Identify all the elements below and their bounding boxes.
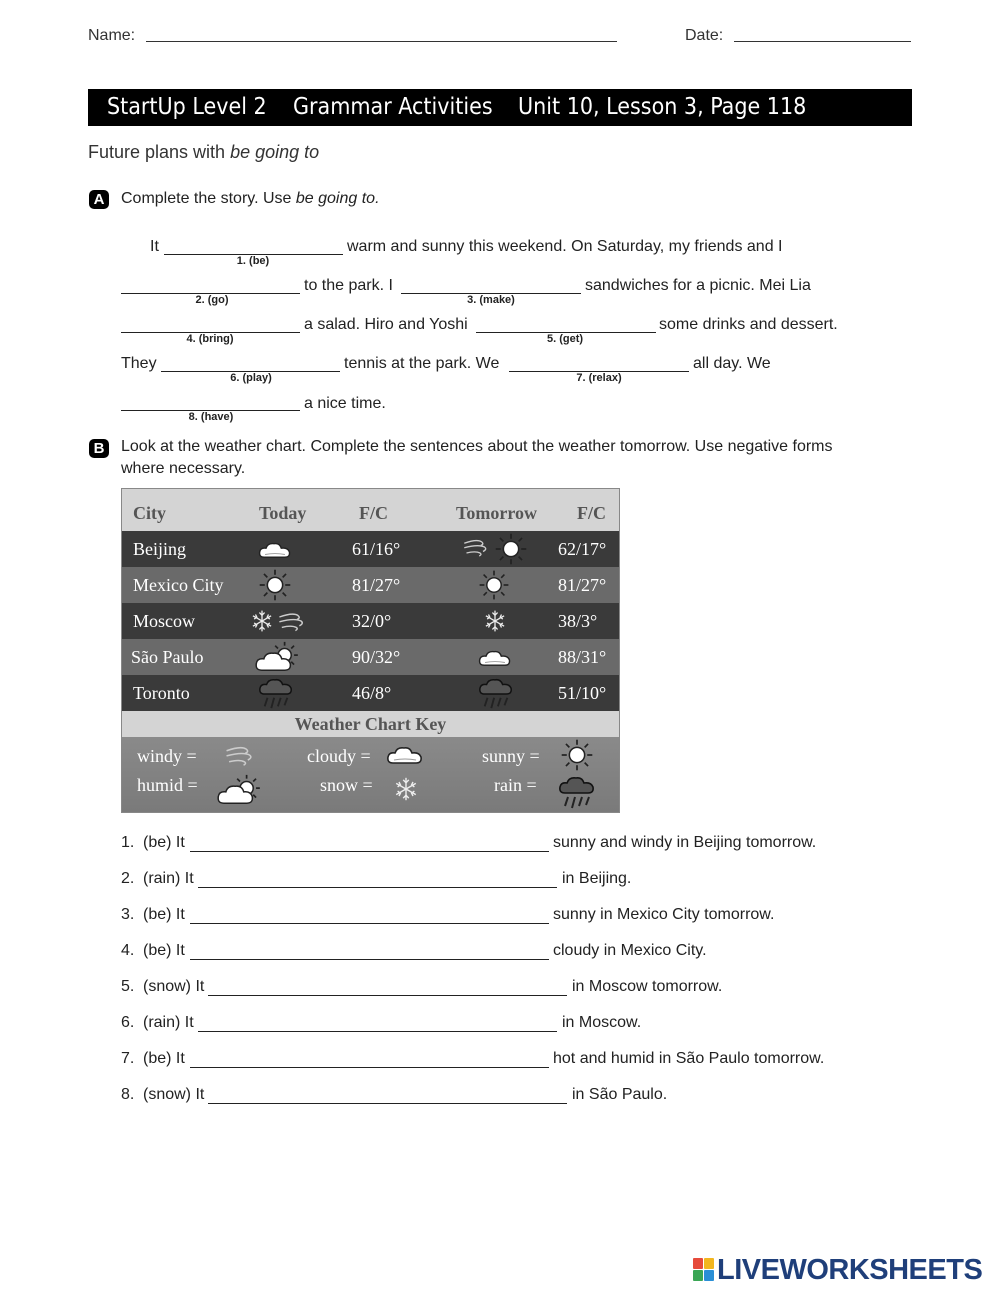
key-cloudy-label: cloudy = xyxy=(307,746,371,766)
section-a-instruction xyxy=(121,188,380,210)
story-text: tennis at the park. We xyxy=(344,355,500,372)
subtitle-text: Future plans with xyxy=(88,142,231,162)
title-banner xyxy=(88,89,912,126)
question-number: 7. xyxy=(121,1050,135,1067)
sun-icon xyxy=(478,569,510,601)
cloud-icon xyxy=(477,647,513,669)
story-hint-3: 3. (make) xyxy=(467,294,515,306)
section-b-instruction-line2: where necessary. xyxy=(121,460,246,477)
key-humid-label: humid = xyxy=(137,775,198,795)
question-prefix: (be) It xyxy=(143,834,185,851)
question-prefix: (snow) It xyxy=(143,1086,205,1103)
subtitle-italic: be going to xyxy=(230,142,320,162)
section-b-badge: B xyxy=(89,439,109,458)
chart-row-toronto xyxy=(122,675,619,711)
logo-blocks-icon xyxy=(693,1258,715,1282)
question-suffix: sunny in Mexico City tomorrow. xyxy=(553,906,775,923)
chart-header-today: Today xyxy=(259,503,307,523)
story-hint-2: 2. (go) xyxy=(195,294,229,306)
question-suffix: in Beijing. xyxy=(562,870,632,887)
story-hint-8: 8. (have) xyxy=(188,411,234,423)
chart-header-fc-today: F/C xyxy=(359,503,388,523)
question-prefix: (snow) It xyxy=(143,978,205,995)
question-prefix: (rain) It xyxy=(143,870,194,887)
name-label: Name: xyxy=(88,27,136,44)
wind-icon xyxy=(277,608,309,634)
chart-row-mexico-city xyxy=(122,567,619,603)
story-text: It xyxy=(150,238,159,255)
weather-chart xyxy=(121,488,620,813)
question-prefix: (be) It xyxy=(143,906,185,923)
story-hint-1: 1. (be) xyxy=(236,255,270,267)
story-text: a nice time. xyxy=(304,395,386,412)
story-text: They xyxy=(121,355,157,372)
date-label: Date: xyxy=(685,27,724,44)
banner-unit: Unit 10, Lesson 3, Page 118 xyxy=(518,94,807,120)
page-subtitle xyxy=(88,142,319,163)
key-windy-label: windy = xyxy=(137,746,197,766)
chart-key-title-row xyxy=(122,711,619,737)
humid-icon xyxy=(215,773,265,807)
chart-temp-today: 90/32° xyxy=(352,647,401,667)
question-number: 8. xyxy=(121,1086,135,1103)
question-number: 6. xyxy=(121,1014,135,1031)
key-snow-label: snow = xyxy=(320,775,373,795)
answer-blank-2[interactable] xyxy=(198,887,557,888)
answer-blank-5[interactable] xyxy=(208,995,567,996)
chart-city: Toronto xyxy=(133,683,190,703)
question-prefix: (be) It xyxy=(143,1050,185,1067)
story-text: sandwiches for a picnic. Mei Lia xyxy=(585,277,811,294)
wind-icon xyxy=(224,741,258,769)
key-rain-label: rain = xyxy=(494,775,537,795)
answer-blank-4[interactable] xyxy=(190,959,549,960)
chart-row-sao-paulo xyxy=(122,639,619,675)
rain-icon xyxy=(557,775,597,811)
rain-icon xyxy=(257,677,295,711)
chart-city: Moscow xyxy=(133,611,195,631)
chart-temp-today: 81/27° xyxy=(352,575,401,595)
humid-icon xyxy=(253,640,303,674)
chart-temp-tomorrow: 81/27° xyxy=(558,575,607,595)
question-suffix: in Moscow tomorrow. xyxy=(572,978,723,995)
chart-temp-tomorrow: 38/3° xyxy=(558,611,598,631)
chart-header-tomorrow: Tomorrow xyxy=(456,503,537,523)
question-suffix: cloudy in Mexico City. xyxy=(553,942,707,959)
chart-temp-tomorrow: 51/10° xyxy=(558,683,607,703)
question-prefix: (rain) It xyxy=(143,1014,194,1031)
story-text: a salad. Hiro and Yoshi xyxy=(304,316,468,333)
question-number: 3. xyxy=(121,906,135,923)
chart-row-beijing xyxy=(122,531,619,567)
logo-text: LIVEWORKSHEETS xyxy=(717,1254,983,1286)
question-suffix: in Moscow. xyxy=(562,1014,642,1031)
key-sunny-label: sunny = xyxy=(482,746,540,766)
answer-blank-1[interactable] xyxy=(190,851,549,852)
cloud-icon xyxy=(257,539,293,561)
story-text: to the park. I xyxy=(304,277,393,294)
section-a-instruction-text: Complete the story. Use xyxy=(121,190,296,207)
section-a-badge: A xyxy=(89,190,109,209)
wind-icon xyxy=(462,534,492,560)
snow-icon xyxy=(249,608,275,634)
chart-temp-today: 61/16° xyxy=(352,539,401,559)
sun-icon xyxy=(258,568,292,602)
answer-blank-6[interactable] xyxy=(198,1031,557,1032)
chart-city: Mexico City xyxy=(133,575,224,595)
chart-header-row xyxy=(122,489,619,531)
question-number: 4. xyxy=(121,942,135,959)
section-b-instruction-line1: Look at the weather chart. Complete the sentences about the weather tomorrow. Use negative forms xyxy=(121,438,833,455)
question-suffix: sunny and windy in Beijing tomorrow. xyxy=(553,834,817,851)
story-text: warm and sunny this weekend. On Saturday, my friends and I xyxy=(347,238,783,255)
story-text: all day. We xyxy=(693,355,771,372)
snow-icon xyxy=(482,608,508,634)
chart-key-title: Weather Chart Key xyxy=(294,714,447,734)
chart-city: Beijing xyxy=(133,539,186,559)
date-field[interactable] xyxy=(734,41,911,42)
story-hint-7: 7. (relax) xyxy=(576,372,622,384)
story-text: some drinks and dessert. xyxy=(659,316,838,333)
story-hint-6: 6. (play) xyxy=(230,372,272,384)
sun-icon xyxy=(494,532,528,566)
answer-blank-7[interactable] xyxy=(190,1067,549,1068)
rain-icon xyxy=(477,677,515,711)
section-a-instruction-italic: be going to. xyxy=(295,190,380,207)
chart-temp-tomorrow: 62/17° xyxy=(558,539,607,559)
answer-blank-3[interactable] xyxy=(190,923,549,924)
question-suffix: in São Paulo. xyxy=(572,1086,668,1103)
chart-row-moscow xyxy=(122,603,619,639)
banner-activities: Grammar Activities xyxy=(293,94,493,120)
question-suffix: hot and humid in São Paulo tomorrow. xyxy=(553,1050,825,1067)
question-prefix: (be) It xyxy=(143,942,185,959)
chart-header-fc-tomorrow: F/C xyxy=(577,503,606,523)
snow-icon xyxy=(392,775,420,803)
answer-blank-8[interactable] xyxy=(208,1103,567,1104)
chart-temp-today: 46/8° xyxy=(352,683,392,703)
question-number: 2. xyxy=(121,870,135,887)
banner-level: StartUp Level 2 xyxy=(107,94,267,120)
story-hint-4: 4. (bring) xyxy=(186,333,234,345)
sun-icon xyxy=(560,738,594,772)
chart-temp-tomorrow: 88/31° xyxy=(558,647,607,667)
liveworksheets-logo[interactable] xyxy=(693,1253,993,1287)
chart-header-city: City xyxy=(133,503,166,523)
story-hint-5: 5. (get) xyxy=(546,333,584,345)
question-number: 5. xyxy=(121,978,135,995)
chart-city: São Paulo xyxy=(131,647,204,667)
question-number: 1. xyxy=(121,834,135,851)
name-field[interactable] xyxy=(146,41,617,42)
chart-temp-today: 32/0° xyxy=(352,611,392,631)
chart-key xyxy=(122,737,619,812)
section-b-instruction xyxy=(121,436,833,480)
cloud-icon xyxy=(385,743,425,767)
